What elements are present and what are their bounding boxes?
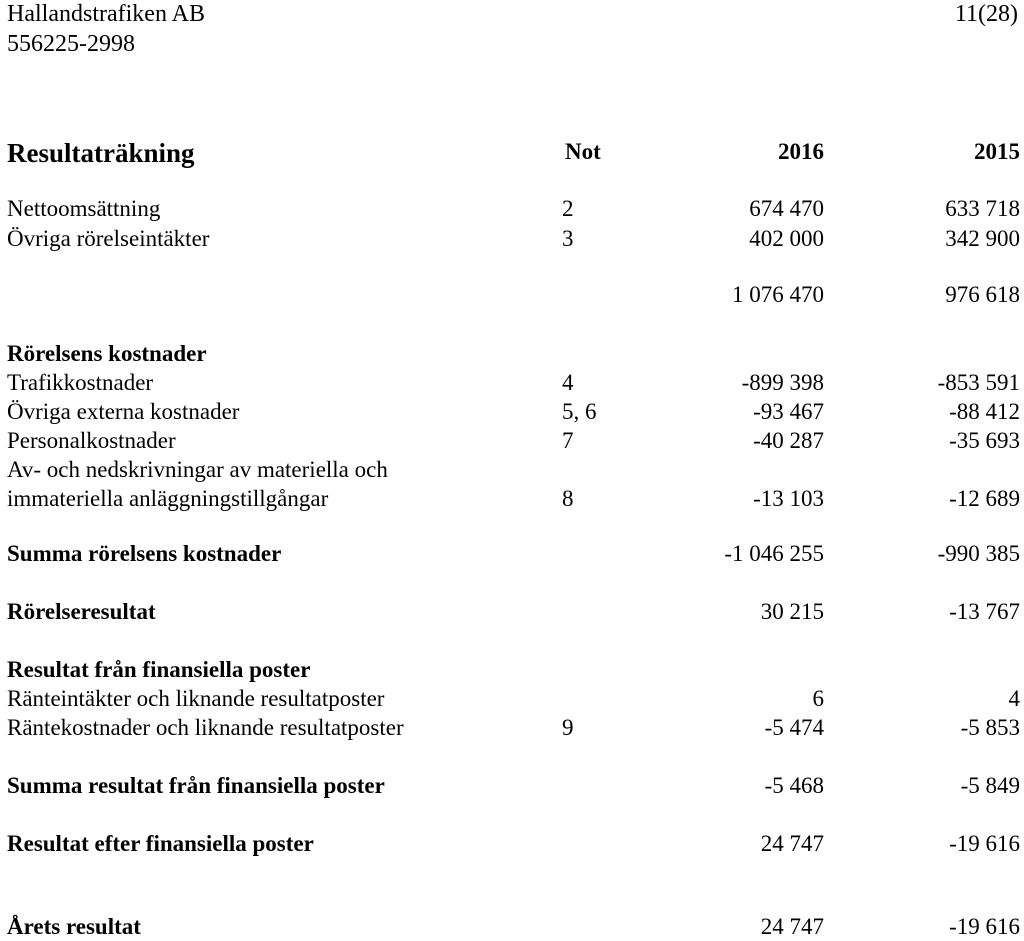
row-subtotal-intakter (0, 281, 1024, 309)
section-heading-rorelsens-kostnader (0, 340, 1024, 368)
row-note: 4 (562, 370, 574, 395)
row-value-2015: -5 849 (960, 773, 1020, 798)
statement-title: Resultaträkning (7, 138, 195, 168)
row-value-2016: -1 046 255 (724, 541, 824, 566)
row-arets-resultat (0, 913, 1024, 941)
row-label: Rörelseresultat (7, 599, 156, 624)
row-value-2015: -19 616 (949, 831, 1020, 856)
row-nettoomsattning (0, 195, 1024, 223)
row-trafikkostnader (0, 369, 1024, 397)
row-value-2015: -990 385 (937, 541, 1020, 566)
row-note: 3 (562, 226, 574, 251)
row-value-2016: 674 470 (749, 196, 824, 221)
row-note: 7 (562, 428, 574, 453)
row-value-2015: 633 718 (945, 196, 1020, 221)
row-label: Nettoomsättning (7, 196, 161, 221)
row-note: 9 (562, 715, 574, 740)
org-number: 556225-2998 (7, 31, 135, 57)
row-label: Summa resultat från finansiella poster (7, 773, 385, 798)
row-value-2015: 976 618 (945, 282, 1020, 307)
row-label: Personalkostnader (7, 428, 176, 453)
row-avskrivningar-line1 (0, 456, 1024, 484)
row-label: Övriga externa kostnader (7, 399, 240, 424)
page-number: 11(28) (954, 1, 1018, 27)
row-value-2015: -19 616 (949, 914, 1020, 939)
company-name: Hallandstrafiken AB (7, 1, 205, 27)
row-value-2016: -40 287 (753, 428, 824, 453)
row-value-2015: -88 412 (949, 399, 1020, 424)
row-value-2016: 30 215 (760, 599, 824, 624)
row-rantekostnader (0, 714, 1024, 742)
row-value-2015: -853 591 (937, 370, 1020, 395)
row-label: Övriga rörelseintäkter (7, 226, 210, 251)
row-value-2015: 4 (1008, 686, 1020, 711)
row-label: Trafikkostnader (7, 370, 154, 395)
row-ovriga-rorelseintakter (0, 225, 1024, 253)
row-label: Årets resultat (7, 914, 141, 939)
row-label: Av- och nedskrivningar av materiella och (7, 457, 388, 482)
row-label: Summa rörelsens kostnader (7, 541, 282, 566)
row-ranteintakter (0, 685, 1024, 713)
row-avskrivningar (0, 485, 1024, 513)
row-summa-rorelsens-kostnader (0, 540, 1024, 568)
row-label: Resultat efter finansiella poster (7, 831, 314, 856)
row-value-2016: 6 (812, 686, 824, 711)
row-value-2016: 1 076 470 (732, 282, 824, 307)
row-value-2015: -13 767 (949, 599, 1020, 624)
row-value-2016: -93 467 (753, 399, 824, 424)
column-header-2016: 2016 (778, 139, 824, 164)
column-header-2015: 2015 (974, 139, 1020, 164)
row-label: immateriella anläggningstillgångar (7, 486, 329, 511)
row-value-2016: -5 474 (764, 715, 824, 740)
row-resultat-efter-finansiella-poster (0, 830, 1024, 858)
row-note: 8 (562, 486, 574, 511)
row-personalkostnader (0, 427, 1024, 455)
section-heading-finansiella-poster (0, 656, 1024, 684)
row-ovriga-externa-kostnader (0, 398, 1024, 426)
column-header-note: Not (565, 139, 601, 164)
row-label: Räntekostnader och liknande resultatposter (7, 715, 404, 740)
section-heading: Resultat från finansiella poster (7, 657, 311, 682)
section-heading: Rörelsens kostnader (7, 341, 207, 366)
row-label: Ränteintäkter och liknande resultatposter (7, 686, 385, 711)
row-summa-finansiella-poster (0, 772, 1024, 800)
row-note: 5, 6 (562, 399, 597, 424)
row-note: 2 (562, 196, 574, 221)
row-value-2015: 342 900 (945, 226, 1020, 251)
row-value-2016: 402 000 (749, 226, 824, 251)
row-value-2015: -12 689 (949, 486, 1020, 511)
row-value-2016: -13 103 (753, 486, 824, 511)
row-value-2016: 24 747 (760, 914, 824, 939)
row-value-2016: 24 747 (760, 831, 824, 856)
row-value-2015: -35 693 (949, 428, 1020, 453)
row-value-2015: -5 853 (960, 715, 1020, 740)
row-value-2016: -5 468 (764, 773, 824, 798)
row-value-2016: -899 398 (741, 370, 824, 395)
row-rorelseresultat (0, 598, 1024, 626)
